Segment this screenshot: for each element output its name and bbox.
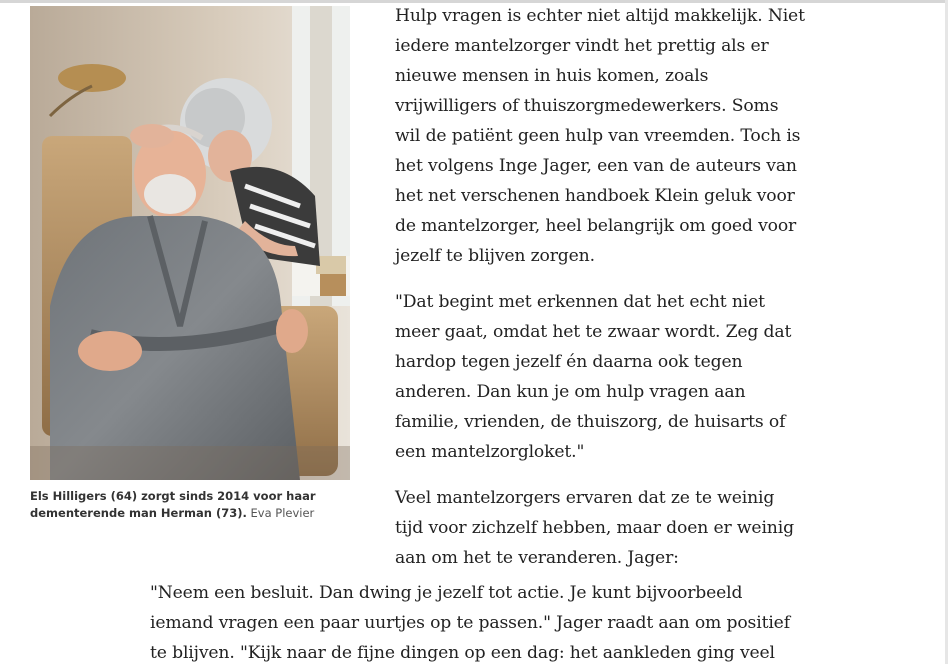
article-body bbox=[395, 0, 805, 589]
article-photo bbox=[30, 6, 350, 480]
article-paragraph: Veel mantelzorgers ervaren dat ze te weinig tijd voor zichzelf hebben, maar doen er weinig aan om het te veranderen. Jager: bbox=[395, 488, 794, 568]
article-paragraph: "Neem een besluit. Dan dwing je jezelf tot actie. Je kunt bijvoorbeeld iemand vragen een paar uurtjes op te passen." Jager raadt aan om positief te blijven. "Kijk naar de fijne dingen op een dag: het aankleden ging veel bbox=[150, 583, 790, 663]
article-body-continued bbox=[150, 578, 795, 664]
article-paragraph: Hulp vragen is echter niet altijd makkelijk. Niet iedere mantelzorger vindt het prettig als er nieuwe mensen in huis komen, zoals vrijwilligers of thuiszorgmedewerkers. Soms wil de patiënt geen hulp van vreemden. Toch is het volgens Inge Jager, een van de auteurs van het net verschenen handboek Klein geluk voor de mantelzorger, heel belangrijk om goed voor jezelf te blijven zorgen. bbox=[395, 6, 805, 266]
photo-couple-armchair-icon bbox=[30, 6, 350, 480]
photo-caption bbox=[30, 488, 350, 522]
photo-credit: Eva Plevier bbox=[250, 506, 315, 520]
caption-text: Els Hilligers (64) zorgt sinds 2014 voor haar dementerende man Herman (73). bbox=[30, 489, 316, 520]
article-paragraph: "Dat begint met erkennen dat het echt niet meer gaat, omdat het te zwaar wordt. Zeg dat hardop tegen jezelf én daarna ook tegen anderen. Dan kun je om hulp vragen aan familie, vrienden, de thuiszorg, de huisarts of een mantelzorgloket." bbox=[395, 292, 792, 462]
